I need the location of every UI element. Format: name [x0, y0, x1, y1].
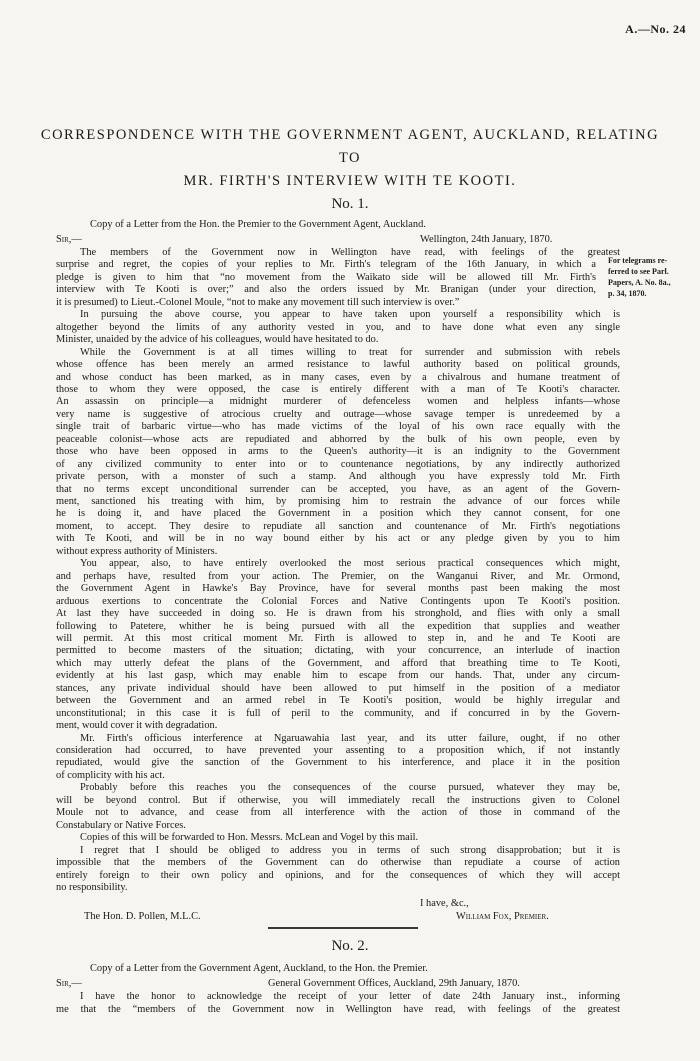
- text-line: he is doing it, and have placed the Government in a position which they cannot consent, for one: [56, 508, 620, 520]
- text-line: the Government Agent in Hawke's Bay Province, have for several months past been making the most: [56, 583, 620, 595]
- letter-1-heading: Copy of a Letter from the Hon. the Premier to the Government Agent, Auckland.: [90, 219, 426, 230]
- text-line: You appear, also, to have entirely overlooked the most serious practical consequences which might,: [80, 558, 620, 570]
- text-line: that no terms except unconditional surrender can be accepted, you have, as an agent of the Govern-: [56, 483, 620, 495]
- letter-1-number: No. 1.: [331, 196, 369, 212]
- text-line: While the Government is at all times willing to treat for surrender and submission with rebels: [80, 346, 620, 358]
- letter-2-dateline: General Government Offices, Auckland, 29th January, 1870.: [268, 978, 520, 989]
- page-id: A.—No. 24: [625, 22, 686, 36]
- text-line: very name is suggestive of atrocious cruelty and outrage—whose savage temper is unredeemed by a: [56, 408, 620, 420]
- text-line: which may utterly defeat the plans of the Government, and afford that breathing time to Te Kooti,: [56, 657, 620, 669]
- text-line: permitted to become masters of the situation; dictating, with your concurrence, an interlude of inaction: [56, 645, 620, 657]
- text-line: will permit. At this most critical moment Mr. Firth is allowed to step in, and he and Te Kooti are: [56, 632, 620, 644]
- text-line: of any civilized community to enter into or to countenance negotiations, by any indirectly authorized: [56, 458, 620, 470]
- letter-2-number: No. 2.: [331, 938, 369, 954]
- letter-2-salutation: Sir,—: [56, 978, 82, 989]
- marginal-note: For telegrams re- ferred to see Parl. Papers, A. No. 8a., p. 34, 1870.: [608, 256, 671, 298]
- closing: I have, &c.,: [420, 898, 469, 909]
- text-line: I regret that I should be obliged to address you in terms of such strong disapprobation; but it is: [80, 844, 620, 856]
- text-line: Probably before this reaches you the consequences of the course pursued, whatever they may be,: [80, 782, 620, 794]
- text-line: ment, would cover it with degradation.: [56, 720, 218, 732]
- title-line-2: MR. FIRTH'S INTERVIEW WITH TE KOOTI.: [183, 173, 517, 189]
- text-line: Moule not to advance, and cease from all interference with the action of those in command of the: [56, 807, 620, 819]
- text-line: will be beyond control. But if otherwise, you will immediately recall the instructions given to Colonel: [56, 794, 620, 806]
- text-line: I have the honor to acknowledge the receipt of your letter of date 24th January inst., informing: [80, 991, 620, 1002]
- text-line: private person, with a monster of such a stamp. And although you have expressly told Mr. Firth: [56, 471, 620, 483]
- text-line: evidently at his last gasp, which may enable him to escape from our hands. That, under any circum-: [56, 670, 620, 682]
- text-line: At last they have succeeded in doing so. He is drawn from his stronghold, and flies with only a small: [56, 608, 620, 620]
- text-line: entirely foreign to their own policy and opinions, and for the consequences of which they will accept: [56, 869, 620, 881]
- text-line: of complicity with his act.: [56, 769, 165, 781]
- text-line: interview with Te Kooti is over;” and also the orders issued by Mr. Branigan (under your direction,: [56, 284, 596, 296]
- text-line: following to Patetere, whither he is being pursued with all the expedition that supplies and weather: [56, 620, 620, 632]
- text-line: no responsibility.: [56, 881, 128, 893]
- text-line: stances, any private individual should have been allowed to put himself in the position of a mediator: [56, 682, 620, 694]
- signature: William Fox, Premier.: [456, 911, 549, 922]
- text-line: The members of the Government now in Wellington have read, with feelings of the greatest: [80, 247, 620, 258]
- text-line: altogether beyond the limits of any authority vested in you, and to have done what even any single: [56, 321, 620, 333]
- letter-1-salutation: Sir,—: [56, 234, 82, 245]
- addressee: The Hon. D. Pollen, M.L.C.: [84, 911, 201, 922]
- text-line: whose offence has been merely an armed resistance to lawful authority based on political grounds,: [56, 359, 620, 371]
- title-line-1: CORRESPONDENCE WITH THE GOVERNMENT AGENT, AUCKLAND, RELATING TO: [40, 127, 660, 166]
- text-line: unconstitutional; in this case it is full of peril to the community, and if concurred in by the Govern-: [56, 707, 620, 719]
- separator-rule: [268, 927, 418, 929]
- text-line: repudiated, would give the sanction of the Government to his interference, and place it in the position: [56, 757, 620, 769]
- text-line: me that the “members of the Government now in Wellington have read, with feelings of the greatest: [56, 1004, 620, 1015]
- text-line: and whose conduct has been marked, as in many cases, even by a chivalrous and humane treatment of: [56, 371, 620, 383]
- text-line: single trait of barbaric virtue—who has made victims of the loyal of his own race equally with the: [56, 421, 620, 433]
- text-line: peaceable colonist—whose acts are repudiated and abhorred by the bulk of his own people, even by: [56, 433, 620, 445]
- text-line: without express authority of Ministers.: [56, 545, 218, 557]
- text-line: An assassin on principle—a midnight murderer of defenceless women and helpless infants—whose: [56, 396, 620, 408]
- text-line: those to whom they were opposed, the case is entirely different with a man of Te Kooti's character.: [56, 383, 620, 395]
- text-line: Constabulary or Native Forces.: [56, 819, 186, 831]
- text-line: In pursuing the above course, you appear to have taken upon yourself a responsibility which is: [80, 309, 620, 321]
- text-line: it is presumed) to Lieut.-Colonel Moule, “not to make any movement till such interview is over.”: [56, 296, 460, 308]
- text-line: Copies of this will be forwarded to Hon. Messrs. McLean and Vogel by this mail.: [80, 832, 419, 844]
- text-line: ment, sanctioned his treating with him, by promising him to restrain the advance of our forces while: [56, 496, 620, 507]
- text-line: surprise and regret, the copies of your replies to Mr. Firth's telegram of the 16th January, in which a: [56, 259, 596, 271]
- text-line: Mr. Firth's officious interference at Ngaruawahia last year, and its utter failure, ought, if no other: [80, 732, 620, 744]
- text-line: consideration had occurred, to have prevented your assenting to a proposition which, if not instantly: [56, 745, 620, 756]
- text-line: Minister, unaided by the advice of his colleagues, would have hesitated to do.: [56, 334, 379, 346]
- text-line: arduous exertions to concentrate the Colonial Forces and Native Contingents upon Te Kooti's position.: [56, 595, 620, 607]
- letter-2-heading: Copy of a Letter from the Government Agent, Auckland, to the Hon. the Premier.: [90, 963, 428, 974]
- text-line: moment, to accept. They desire to repudiate all sanction and countenance of Mr. Firth's negotiations: [56, 520, 620, 532]
- text-line: between the Government and an armed rebel in Te Kooti's position, would be highly irregular and: [56, 695, 620, 707]
- letter-1-dateline: Wellington, 24th January, 1870.: [420, 234, 553, 245]
- text-line: pledge is given to him that “no movement from the Waikato side will be allowed till Mr. Firth's: [56, 271, 596, 283]
- text-line: those who have been opposed in arms to the Queen's authority—it is an indignity to the Government: [56, 446, 620, 458]
- document-title: [40, 124, 660, 193]
- text-line: with Te Kooti, and will be in no way bound either by his act or any pledge given by you to him: [56, 533, 620, 545]
- text-line: impossible that the members of the Government can do otherwise than repudiate a course of action: [56, 857, 620, 869]
- text-line: and perhaps have, resulted from your action. The Premier, on the Wanganui River, and Mr. Ormond,: [56, 570, 620, 582]
